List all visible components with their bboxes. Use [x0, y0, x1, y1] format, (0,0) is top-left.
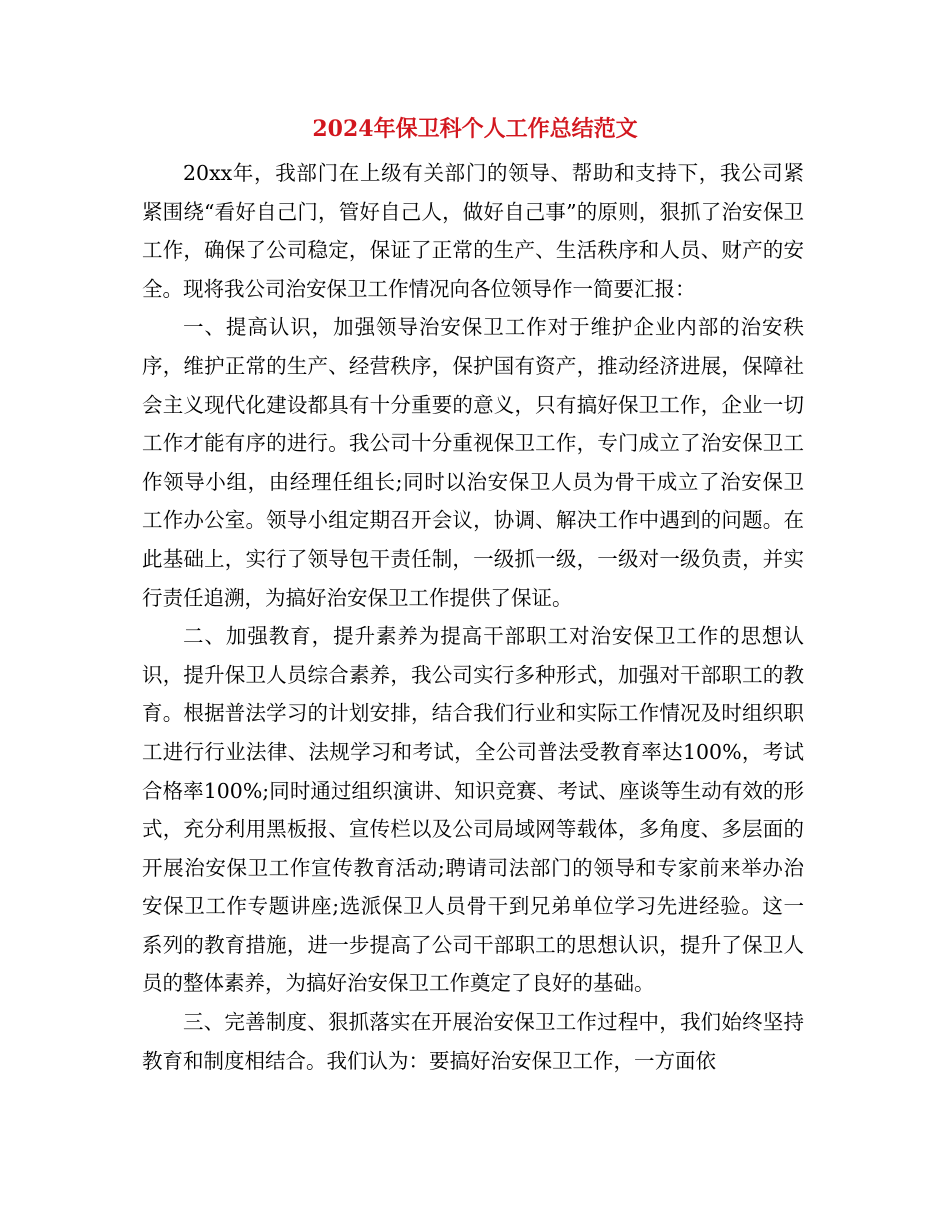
paragraph-section-three: 三、完善制度、狠抓落实在开展治安保卫工作过程中，我们始终坚持教育和制度相结合。我们认为：要搞好治安保卫工作，一方面依: [142, 1010, 804, 1073]
document-title: 2024年保卫科个人工作总结范文: [312, 116, 638, 142]
paragraph-section-two: 二、加强教育，提升素养为提高干部职工对治安保卫工作的思想认识，提升保卫人员综合素养，我公司实行多种形式，加强对干部职工的教育。根据普法学习的计划安排，结合我们行业和实际工作情况及时组织职工进行行业法律、法规学习和考试，全公司普法受教育率达100%，考试合格率100%;同时通过组织演讲、知识竞赛、考试、座谈等生动有效的形式，充分利用黑板报、宣传栏以及公司局域网等载体，多角度、多层面的开展治安保卫工作宣传教育活动;聘请司法部门的领导和专家前来举办治安保卫工作专题讲座;选派保卫人员骨干到兄弟单位学习先进经验。这一系列的教育措施，进一步提高了公司干部职工的思想认识，提升了保卫人员的整体素养，为搞好治安保卫工作奠定了良好的基础。: [142, 624, 804, 996]
document-body: [142, 154, 804, 1080]
paragraph-section-one: 一、提高认识，加强领导治安保卫工作对于维护企业内部的治安秩序，维护正常的生产、经营秩序，保护国有资产，推动经济进展，保障社会主义现代化建设都具有十分重要的意义，只有搞好保卫工作，企业一切工作才能有序的进行。我公司十分重视保卫工作，专门成立了治安保卫工作领导小组，由经理任组长;同时以治安保卫人员为骨干成立了治安保卫工作办公室。领导小组定期召开会议，协调、解决工作中遇到的问题。在此基础上，实行了领导包干责任制，一级抓一级，一级对一级负责，并实行责任追溯，为搞好治安保卫工作提供了保证。: [142, 315, 804, 610]
paragraph-intro: 20xx年，我部门在上级有关部门的领导、帮助和支持下，我公司紧紧围绕“看好自己门，管好自己人，做好自己事”的原则，狠抓了治安保卫工作，确保了公司稳定，保证了正常的生产、生活秩序和人员、财产的安全。现将我公司治安保卫工作情况向各位领导作一简要汇报：: [142, 161, 804, 301]
